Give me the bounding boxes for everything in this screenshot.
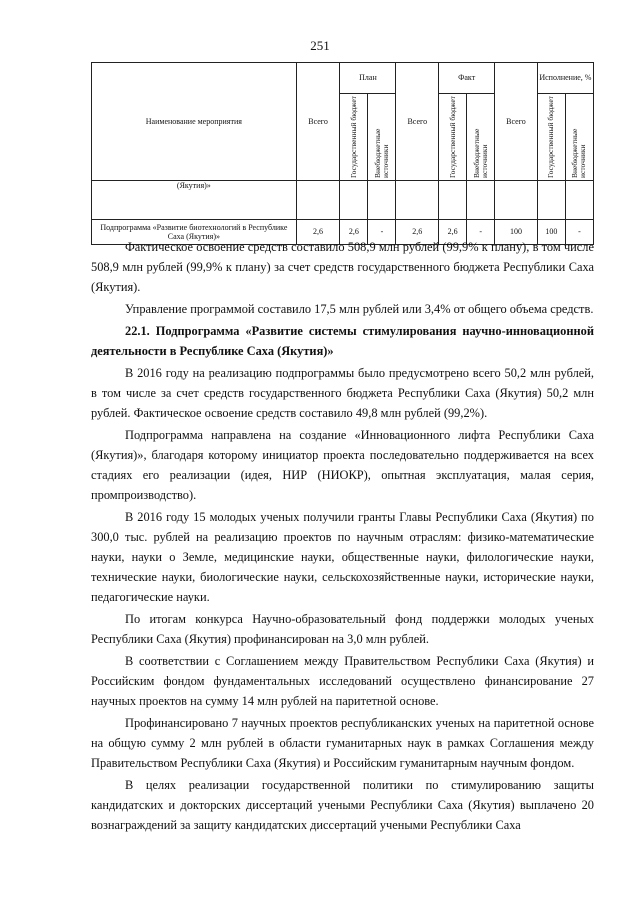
header-fact: Факт (439, 63, 495, 94)
paragraph: В 2016 году на реализацию подпрограммы было предусмотрено всего 50,2 млн рублей, в том числе за счет средств государственного бюджета Республики Саха (Якутия) 50,2 млн рублей. Фактическое освоение средств составило 49,8 млн рублей (99,2%). (91, 366, 594, 420)
subheader-exec-extra: Внебюджетные источники (565, 94, 593, 181)
paragraph: В соответствии с Соглашением между Правительством Республики Саха (Якутия) и Российским фондом фундаментальных исследований осуществлено финансирование 27 научных проектов на сумму 14 млн рублей на паритетной основе. (91, 654, 594, 708)
table-row (92, 181, 594, 220)
subheader-fact-extra: Внебюджетные источники (467, 94, 495, 181)
cell-exec-total: 100 (495, 220, 538, 245)
header-exec-total: Всего (495, 63, 538, 181)
paragraph: В целях реализации государственной политики по стимулированию защиты кандидатских и докторских диссертаций учеными Республики Саха (Якутия) выплачено 20 вознаграждений за защиту кандидатских диссертаций учеными Республики Саха (91, 778, 594, 832)
budget-table (91, 62, 594, 245)
cell-plan-extra: - (368, 220, 396, 245)
subheader-plan-state: Государственный бюджет (340, 94, 368, 181)
cell-fact-total: 2,6 (396, 220, 439, 245)
cell-exec-state: 100 (537, 220, 565, 245)
page-number: 251 (310, 38, 330, 53)
paragraph: Подпрограмма направлена на создание «Инновационного лифта Республики Саха (Якутия)», благодаря которому инициатор проекта последовательно поддерживается на всех стадиях его реализации (идея, НИР (НИОКР), опытная эксплуатация, малая серия, промпроизводство). (91, 428, 594, 502)
header-fact-total: Всего (396, 63, 439, 181)
section-heading: 22.1. Подпрограмма «Развитие системы стимулирования научно-инновационной деятельности в Республике Саха (Якутия)» (91, 324, 594, 358)
paragraph: По итогам конкурса Научно-образовательный фонд поддержки молодых ученых Республики Саха (Якутия) профинансирован на 3,0 млн рублей. (91, 612, 594, 646)
header-plan: План (340, 63, 396, 94)
cell-plan-total: 2,6 (296, 220, 340, 245)
body-text (91, 237, 594, 837)
header-name: Наименование мероприятия (92, 63, 297, 181)
header-execution: Исполнение, % (537, 63, 593, 94)
cell-plan-state: 2,6 (340, 220, 368, 245)
cell-fact-state: 2,6 (439, 220, 467, 245)
paragraph: Фактическое освоение средств составило 508,9 млн рублей (99,9% к плану), в том числе 508,9 млн рублей (99,9% к плану) за счет средств государственного бюджета Республики Саха (Якутия). (91, 240, 594, 294)
subheader-fact-state: Государственный бюджет (439, 94, 467, 181)
paragraph: В 2016 году 15 молодых ученых получили гранты Главы Республики Саха (Якутия) по 300,0 тыс. рублей на реализацию проектов по научным отраслям: физико-математические науки, науки о Земле, медицинские науки, общественные науки, филологические науки, технические науки, биологические науки, сельскохозяйственные науки, исторические науки, педагогические науки. (91, 510, 594, 604)
header-plan-total: Всего (296, 63, 340, 181)
row-name: Подпрограмма «Развитие биотехнологий в Республике Саха (Якутия)» (92, 220, 297, 245)
cell-fact-extra: - (467, 220, 495, 245)
paragraph: Профинансировано 7 научных проектов республиканских ученых на паритетной основе на общую сумму 2 млн рублей в области гуманитарных наук в рамках Соглашения между Правительством Республики Саха (Якутия) и Российским гуманитарным научным фондом. (91, 716, 594, 770)
table-header-row (92, 63, 594, 94)
continuation-cell: (Якутия)» (92, 181, 297, 220)
subheader-plan-extra: Внебюджетные источники (368, 94, 396, 181)
subheader-exec-state: Государственный бюджет (537, 94, 565, 181)
paragraph: Управление программой составило 17,5 млн рублей или 3,4% от общего объема средств. (125, 302, 594, 316)
cell-exec-extra: - (565, 220, 593, 245)
